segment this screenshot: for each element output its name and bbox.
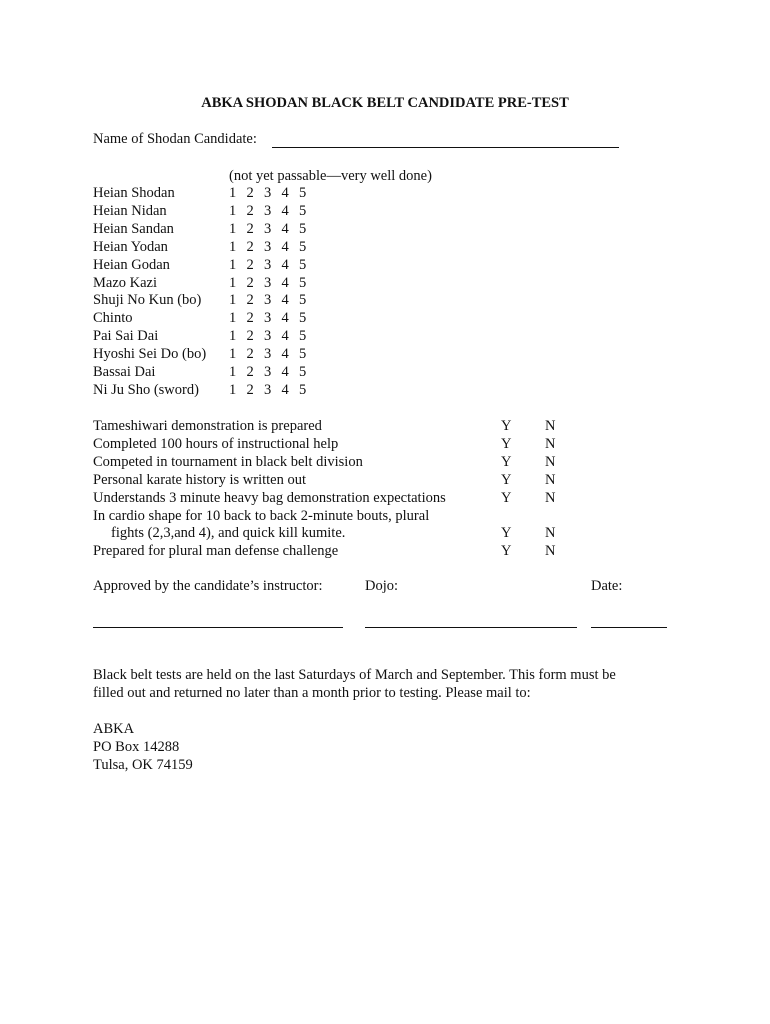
kata-name: Heian Godan: [93, 256, 170, 273]
rating-option[interactable]: 1: [229, 238, 237, 255]
rating-option[interactable]: 2: [246, 238, 254, 255]
rating-option[interactable]: 3: [264, 256, 272, 273]
yes-option[interactable]: Y: [501, 453, 512, 470]
rating-option[interactable]: 3: [264, 310, 272, 327]
rating-option[interactable]: 5: [299, 238, 307, 255]
rating-option[interactable]: 4: [281, 364, 289, 380]
kata-rating-scale[interactable]: [229, 292, 317, 309]
rating-option[interactable]: 4: [281, 256, 289, 273]
rating-option[interactable]: 1: [229, 274, 237, 291]
rating-option[interactable]: 1: [229, 364, 237, 380]
kata-name: Ni Ju Sho (sword): [93, 381, 199, 398]
rating-option[interactable]: 3: [264, 381, 272, 398]
no-option[interactable]: N: [545, 453, 556, 470]
rating-option[interactable]: 5: [299, 202, 307, 219]
rating-option[interactable]: 2: [246, 310, 254, 327]
kata-name: Heian Nidan: [93, 202, 167, 219]
kata-name: Hyoshi Sei Do (bo): [93, 346, 207, 363]
rating-option[interactable]: 2: [246, 256, 254, 273]
rating-option[interactable]: 4: [281, 381, 289, 398]
kata-rating-scale[interactable]: [229, 364, 317, 381]
rating-option[interactable]: 5: [299, 220, 307, 237]
rating-option[interactable]: 5: [299, 274, 307, 291]
dojo-field[interactable]: [365, 627, 577, 628]
kata-rating-scale[interactable]: [229, 257, 317, 274]
rating-option[interactable]: 1: [229, 381, 237, 398]
requirement-text: In cardio shape for 10 back to back 2-minute bouts, plural: [93, 507, 430, 524]
notice-line-2: filled out and returned no later than a month prior to testing. Please mail to:: [93, 685, 531, 701]
requirement-text: Understands 3 minute heavy bag demonstration expectations: [93, 489, 446, 506]
dojo-label: Dojo:: [365, 578, 399, 594]
rating-option[interactable]: 3: [264, 220, 272, 237]
rating-option[interactable]: 4: [281, 238, 289, 255]
rating-option[interactable]: 2: [246, 381, 254, 398]
rating-option[interactable]: 1: [229, 310, 237, 327]
address-city: Tulsa, OK 74159: [93, 757, 193, 773]
rating-option[interactable]: 2: [246, 346, 254, 363]
requirement-text: Personal karate history is written out: [93, 471, 307, 488]
rating-option[interactable]: 3: [264, 328, 272, 345]
rating-option[interactable]: 2: [246, 328, 254, 345]
kata-name: Shuji No Kun (bo): [93, 292, 202, 309]
rating-option[interactable]: 5: [299, 346, 307, 363]
date-label: Date:: [591, 578, 623, 594]
rating-option[interactable]: 2: [246, 364, 254, 380]
no-option[interactable]: N: [545, 525, 556, 542]
kata-name: Heian Sandan: [93, 220, 174, 237]
kata-name: Mazo Kazi: [93, 274, 158, 291]
kata-rating-scale[interactable]: [229, 275, 317, 292]
requirement-text: fights (2,3,and 4), and quick kill kumite.: [111, 525, 346, 542]
rating-option[interactable]: 1: [229, 220, 237, 237]
rating-option[interactable]: 1: [229, 202, 237, 219]
notice-line-1: Black belt tests are held on the last Saturdays of March and September. This form must be: [93, 667, 616, 683]
rating-option[interactable]: 2: [246, 202, 254, 219]
rating-option[interactable]: 5: [299, 364, 307, 380]
address-po-box: PO Box 14288: [93, 739, 180, 755]
rating-option[interactable]: 4: [281, 185, 289, 201]
date-field[interactable]: [591, 627, 667, 628]
candidate-name-field[interactable]: [272, 147, 619, 148]
rating-option[interactable]: 2: [246, 274, 254, 291]
rating-option[interactable]: 4: [281, 274, 289, 291]
rating-option[interactable]: 5: [299, 381, 307, 398]
rating-option[interactable]: 3: [264, 292, 272, 309]
rating-option[interactable]: 3: [264, 364, 272, 380]
rating-option[interactable]: 1: [229, 346, 237, 363]
rating-option[interactable]: 3: [264, 185, 272, 201]
yes-option[interactable]: Y: [501, 543, 512, 560]
rating-option[interactable]: 4: [281, 292, 289, 309]
address-name: ABKA: [93, 721, 135, 737]
instructor-label: Approved by the candidate’s instructor:: [93, 578, 323, 594]
rating-option[interactable]: 2: [246, 185, 254, 201]
kata-name: Heian Shodan: [93, 185, 175, 201]
yes-option[interactable]: Y: [501, 525, 512, 542]
kata-rating-scale[interactable]: [229, 221, 317, 238]
kata-rating-scale[interactable]: [229, 185, 317, 202]
no-option[interactable]: N: [545, 418, 556, 434]
rating-option[interactable]: 1: [229, 185, 237, 201]
kata-rating-scale[interactable]: [229, 328, 317, 345]
rating-option[interactable]: 2: [246, 292, 254, 309]
yes-option[interactable]: Y: [501, 489, 512, 506]
rating-option[interactable]: 3: [264, 346, 272, 363]
rating-option[interactable]: 5: [299, 310, 307, 327]
kata-name: Chinto: [93, 310, 133, 327]
scale-caption: (not yet passable—very well done): [229, 168, 432, 184]
instructor-signature-field[interactable]: [93, 627, 343, 628]
rating-option[interactable]: 4: [281, 328, 289, 345]
requirement-text: Completed 100 hours of instructional help: [93, 435, 339, 452]
rating-option[interactable]: 4: [281, 310, 289, 327]
kata-rating-scale[interactable]: [229, 203, 317, 220]
kata-rating-scale[interactable]: [229, 382, 317, 399]
rating-option[interactable]: 3: [264, 238, 272, 255]
rating-option[interactable]: 1: [229, 292, 237, 309]
kata-rating-scale[interactable]: [229, 346, 317, 363]
kata-name: Heian Yodan: [93, 238, 168, 255]
rating-option[interactable]: 4: [281, 202, 289, 219]
rating-option[interactable]: 1: [229, 328, 237, 345]
yes-option[interactable]: Y: [501, 435, 512, 452]
yes-option[interactable]: Y: [501, 471, 512, 488]
requirement-text: Competed in tournament in black belt division: [93, 453, 363, 470]
requirement-text: Prepared for plural man defense challenge: [93, 543, 339, 560]
rating-option[interactable]: 5: [299, 185, 307, 201]
rating-option[interactable]: 4: [281, 346, 289, 363]
rating-option[interactable]: 1: [229, 256, 237, 273]
page-title: ABKA SHODAN BLACK BELT CANDIDATE PRE-TEST: [201, 95, 569, 111]
requirement-text: Tameshiwari demonstration is prepared: [93, 418, 322, 434]
rating-option[interactable]: 5: [299, 256, 307, 273]
yes-option[interactable]: Y: [501, 418, 512, 434]
no-option[interactable]: N: [545, 435, 556, 452]
rating-option[interactable]: 3: [264, 274, 272, 291]
no-option[interactable]: N: [545, 471, 556, 488]
rating-option[interactable]: 5: [299, 328, 307, 345]
kata-rating-scale[interactable]: [229, 239, 317, 256]
kata-name: Bassai Dai: [93, 364, 156, 380]
rating-option[interactable]: 2: [246, 220, 254, 237]
kata-name: Pai Sai Dai: [93, 328, 159, 345]
rating-option[interactable]: 5: [299, 292, 307, 309]
candidate-name-label: Name of Shodan Candidate:: [93, 131, 257, 147]
rating-option[interactable]: 4: [281, 220, 289, 237]
no-option[interactable]: N: [545, 489, 556, 506]
no-option[interactable]: N: [545, 543, 556, 560]
kata-rating-scale[interactable]: [229, 310, 317, 327]
rating-option[interactable]: 3: [264, 202, 272, 219]
